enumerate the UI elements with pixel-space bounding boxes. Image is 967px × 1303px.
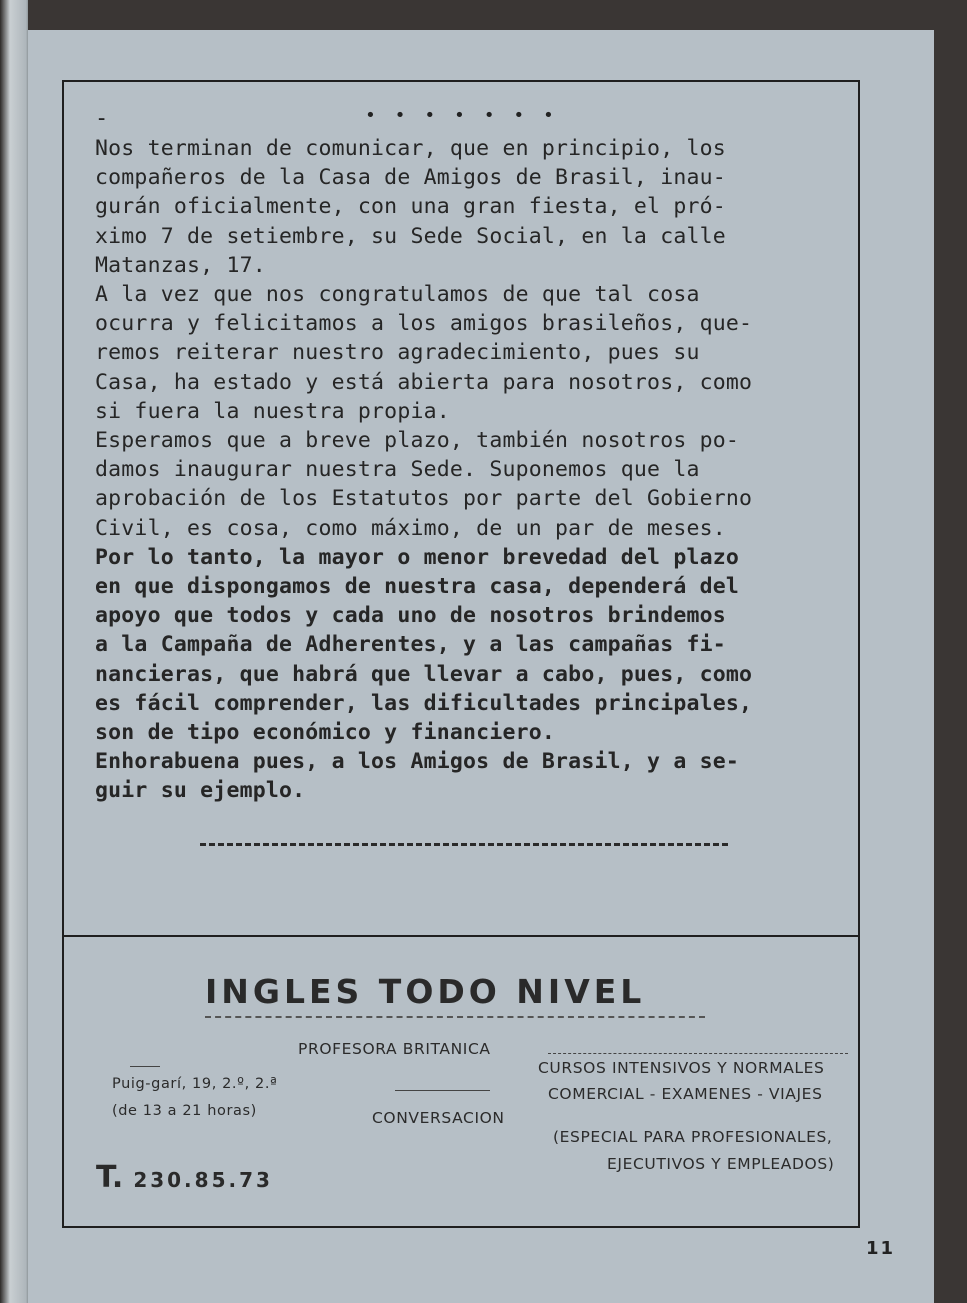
- ad-decoration-line: [130, 1066, 160, 1067]
- article-line: son de tipo económico y financiero.: [95, 720, 556, 746]
- ad-phone: [96, 1160, 273, 1195]
- article-line: guir su ejemplo.: [95, 778, 306, 804]
- ad-conversation: CONVERSACION: [372, 1109, 505, 1127]
- binding-edge: [0, 0, 28, 1303]
- article-line: damos inaugurar nuestra Sede. Suponemos que la: [95, 457, 700, 483]
- article-line: apoyo que todos y cada uno de nosotros brindemos: [95, 603, 726, 629]
- phone-number: 230.85.73: [133, 1168, 273, 1192]
- ad-title: INGLES TODO NIVEL: [205, 972, 646, 1011]
- ad-title-underline: [205, 1016, 705, 1018]
- article-line: Casa, ha estado y está abierta para nosotros, como: [95, 369, 753, 395]
- ad-decoration-line: [395, 1090, 490, 1091]
- article-line: ocurra y felicitamos a los amigos brasileños, que-: [95, 311, 753, 337]
- frame-divider: [62, 935, 860, 937]
- article-line: es fácil comprender, las dificultades principales,: [95, 690, 753, 716]
- article-line: compañeros de la Casa de Amigos de Brasil, inau-: [95, 165, 726, 191]
- article-line: si fuera la nuestra propia.: [95, 398, 450, 424]
- article-line: A la vez que nos congratulamos de que tal cosa: [95, 282, 700, 308]
- bullet-ornament: • • • • • • •: [365, 105, 558, 126]
- separator-mark: -: [95, 106, 109, 131]
- article-line: nancieras, que habrá que llevar a cabo, pues, como: [95, 661, 753, 687]
- ad-hours: (de 13 a 21 horas): [112, 1103, 257, 1119]
- article-text: [95, 134, 855, 806]
- article-line: remos reiterar nuestro agradecimiento, pues su: [95, 340, 700, 366]
- article-line: aprobación de los Estatutos por parte del Gobierno: [95, 486, 753, 512]
- article-line: Civil, es cosa, como máximo, de un par de meses.: [95, 515, 726, 541]
- ad-decoration-line: [548, 1053, 848, 1054]
- page-number: 11: [866, 1238, 896, 1259]
- ad-special-line1: (ESPECIAL PARA PROFESIONALES,: [553, 1128, 833, 1146]
- ad-teacher: PROFESORA BRITANICA: [298, 1040, 491, 1058]
- article-line: ximo 7 de setiembre, su Sede Social, en la calle: [95, 223, 726, 249]
- article-line: Por lo tanto, la mayor o menor brevedad del plazo: [95, 544, 740, 570]
- article-line: Esperamos que a breve plazo, también nosotros po-: [95, 428, 740, 454]
- article-line: a la Campaña de Adherentes, y a las campañas fi-: [95, 632, 726, 658]
- ad-special-line2: EJECUTIVOS Y EMPLEADOS): [607, 1155, 835, 1173]
- dashed-rule: [200, 843, 728, 846]
- article-line: Enhorabuena pues, a los Amigos de Brasil, y a se-: [95, 749, 740, 775]
- ad-courses-line2: COMERCIAL - EXAMENES - VIAJES: [548, 1085, 823, 1103]
- ad-address: Puig-garí, 19, 2.º, 2.ª: [112, 1076, 278, 1092]
- article-line: Nos terminan de comunicar, que en principio, los: [95, 136, 726, 161]
- phone-prefix: T.: [96, 1160, 124, 1195]
- ad-courses-line1: CURSOS INTENSIVOS Y NORMALES: [538, 1059, 825, 1077]
- article-line: Matanzas, 17.: [95, 252, 266, 278]
- article-line: en que dispongamos de nuestra casa, dependerá del: [95, 574, 740, 600]
- article-line: gurán oficialmente, con una gran fiesta, el pró-: [95, 194, 726, 220]
- background-edge: [934, 0, 967, 1303]
